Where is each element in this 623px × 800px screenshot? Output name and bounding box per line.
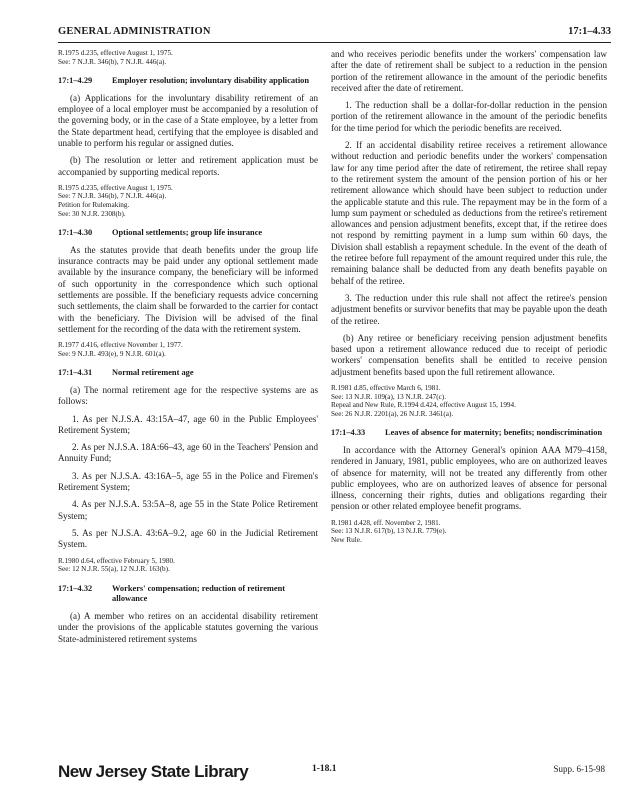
citation-line: R.1975 d.235, effective August 1, 1975. (58, 49, 173, 57)
list-item: 3. As per N.J.S.A. 43:16A–5, age 55 in the Police and Firemen's Retirement System; (58, 470, 318, 493)
library-stamp: New Jersey State Library (58, 762, 249, 781)
list-item: 2. As per N.J.S.A. 18A:66–43, age 60 in the Teachers' Pension and Annuity Fund; (58, 442, 318, 464)
section-title: Optional settlements; group life insurance (112, 228, 263, 238)
section-heading-4-30 (58, 228, 318, 239)
citation-line: See: 9 N.J.R. 493(e), 9 N.J.R. 601(a). (58, 349, 166, 358)
paragraph: and who receives periodic benefits under the workers' compensation law after the date of retirement shall be subject to a reduction in the pension portion of the retirement allowance in the amount of the periodic benefits received after the date of retirement. (331, 49, 607, 93)
section-title: Employer resolution; involuntary disability application (112, 76, 309, 86)
citation-line: See: 30 N.J.R. 2308(b). (58, 209, 126, 218)
citation-line: Repeal and New Rule, R.1994 d.424, effective August 15, 1994. (331, 401, 516, 410)
list-item: 1. The reduction shall be a dollar-for-dollar reduction in the pension portion of the retirement allowance in the amount of the periodic benefits for the time period for which the periodic benefits are received. (331, 100, 607, 133)
citation-line: See: 12 N.J.R. 55(a), 12 N.J.R. 163(b). (58, 565, 170, 574)
section-title: Workers' compensation; reduction of retirement allowance (112, 583, 286, 604)
running-header (58, 26, 611, 43)
paragraph: (a) A member who retires on an accidental disability retirement under the provisions of the applicable statutes governing the various State-administered retirement systems (58, 610, 318, 644)
citation-line: See: 7 N.J.R. 346(b), 7 N.J.R. 446(a). (58, 192, 167, 201)
paragraph: (b) The resolution or letter and retirement application must be accompanied by supporting medical reports. (58, 155, 318, 177)
section-number: 17:1–4.32 (58, 583, 93, 593)
citation-line: R.1980 d.64, effective February 5, 1980. (58, 556, 175, 565)
section-heading-4-32 (58, 584, 318, 605)
page-footer (0, 760, 623, 790)
paragraph: (a) The normal retirement age for the respective systems are as follows: (58, 384, 318, 407)
list-item: 4. As per N.J.S.A. 53:5A–8, age 55 in the State Police Retirement System; (58, 499, 318, 521)
section-number: 17:1–4.29 (58, 76, 93, 86)
section-number: 17:1–4.31 (58, 368, 93, 378)
list-item: 3. The reduction under this rule shall not affect the retiree's pension adjustment benefits or survivor benefits that may be payable upon the death of the retiree. (331, 292, 607, 326)
citation-line: R.1975 d.235, effective August 1, 1975. (58, 183, 173, 192)
citation-line: R.1981 d.428, eff. November 2, 1981. (331, 518, 441, 527)
list-item: 2. If an accidental disability retiree receives a retirement allowance without reduction and periodic benefits under the workers' compensation law for any time period after the date of retirement, the retiree shall repay to the retirement system the amount of the pension portion of his or her retirement allowance which should have been subject to reduction under the applicable statute and this rule. The repayment may be in the form of a lump sum payment or scheduled as deductions from the retiree's retirement allowances and pension adjustment benefits, except that, if the retiree does not respond by remitting payment in a lump sum within 60 days, the Division shall establish a repayment schedule. In the event of the death of the retiree before full repayment of the amount required under this rule, the remaining balance shall be deducted from any death benefits payable on behalf of the retiree. (331, 140, 607, 286)
paragraph: As the statutes provide that death benefits under the group life insurance contracts may be paid under any optional settlement made available by the insurance company, the beneficiary will be informed of such opportunity in the correspondence which such optional settlements are possible. If the beneficiary requests advice concerning such settlements, the claim shall be forwarded to the carrier for contact with the beneficiary. The Division will be advised of the final settlement for the recording of the data with the retirement system. (58, 244, 318, 334)
header-title: GENERAL ADMINISTRATION (58, 26, 211, 37)
list-item: 5. As per N.J.S.A. 43:6A–9.2, age 60 in the Judicial Retirement System. (58, 527, 318, 550)
citation-line: R.1977 d.416, effective November 1, 1977. (58, 341, 183, 350)
page-number: 1-18.1 (312, 764, 337, 774)
section-number: 17:1–4.30 (58, 228, 93, 238)
paragraph: (a) Applications for the involuntary disability retirement of an employee of a local employer must be accompanied by a resolution of the governing body, or in the case of a State employee, by a letter from the State department head, certifying that the employee is disabled and unable to perform his regular or assigned duties. (58, 92, 318, 148)
section-title: Leaves of absence for maternity; benefits; nondiscrimination (385, 428, 603, 438)
list-item: 1. As per N.J.S.A. 43:15A–47, age 60 in the Public Employees' Retirement System; (58, 413, 318, 435)
citation-line: See: 26 N.J.R. 2201(a), 26 N.J.R. 3461(a). (331, 409, 454, 418)
left-column (58, 49, 318, 651)
paragraph: In accordance with the Attorney General's opinion AAA M79–4158, rendered in January, 1981, public employees, who are on authorized leaves of absence for maternity, will not be treated any differently from other public employees, who are on authorized leaves of absence for personal illness, concerning their rights, duties and obligations regarding their pension or other related employee benefit programs. (331, 444, 607, 512)
section-heading-4-29 (58, 76, 318, 87)
citation-line: R.1981 d.85, effective March 6, 1981. (331, 384, 441, 393)
section-heading-4-31 (58, 368, 318, 379)
section-number: 17:1–4.33 (331, 428, 366, 438)
citation-line: See: 13 N.J.R. 617(b), 13 N.J.R. 779(e). (331, 527, 447, 536)
citation-line: See: 7 N.J.R. 346(b), 7 N.J.R. 446(a). (58, 57, 167, 66)
supplement-date: Supp. 6-15-98 (553, 764, 605, 774)
paragraph: (b) Any retiree or beneficiary receiving pension adjustment benefits based upon a retirement allowance reduced due to receipt of periodic workers' compensation benefits shall be entitled to receive pension adjustment benefits based upon the full retirement allowance. (331, 332, 607, 377)
header-section-number: 17:1–4.33 (568, 26, 611, 37)
section-title: Normal retirement age (112, 368, 194, 378)
citation-line: Petition for Rulemaking. (58, 201, 130, 210)
citation-line: New Rule. (331, 535, 362, 544)
citation-line: See: 13 N.J.R. 109(a), 13 N.J.R. 247(c). (331, 392, 446, 401)
right-column (331, 49, 607, 545)
section-heading-4-33 (331, 428, 607, 439)
